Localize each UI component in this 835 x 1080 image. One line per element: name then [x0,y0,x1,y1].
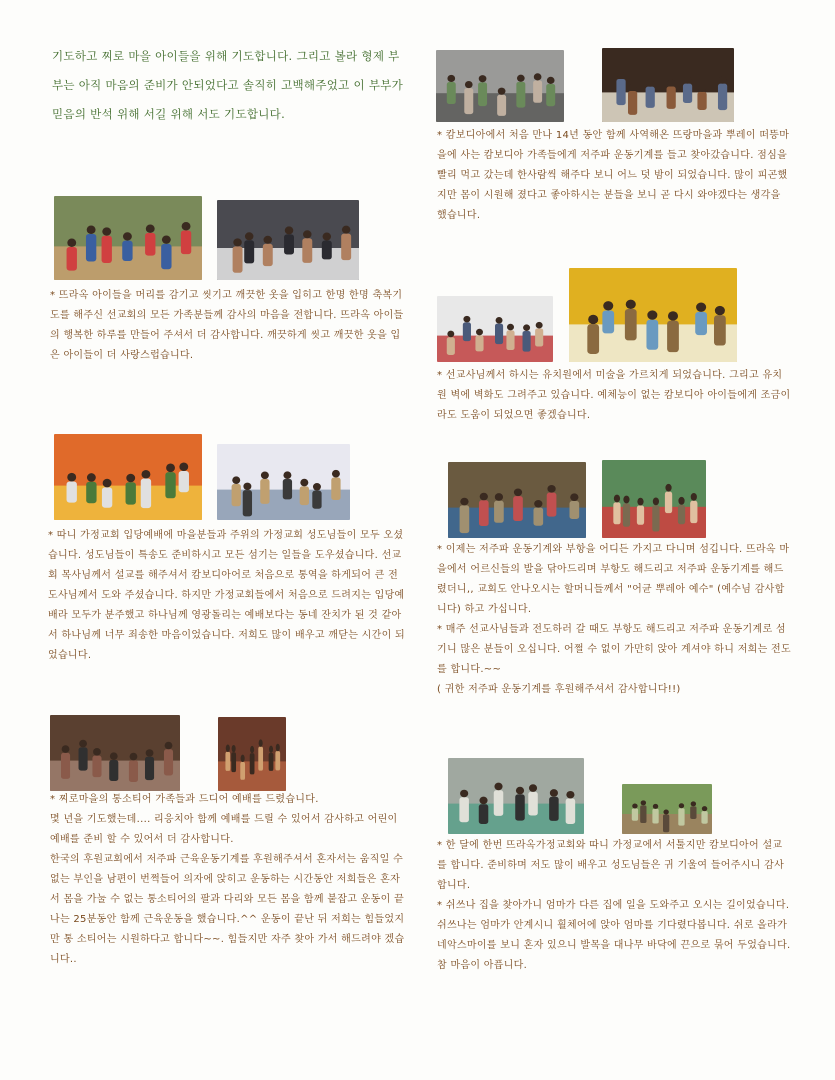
weekly-evangelism-paragraph: * 매주 선교사님들과 전도하러 갈 때도 부항도 해드리고 저주파 운동기계로 섬기니 많은 분들이 오십니다. 어쩔 수 없이 가만히 앉아 계셔야 하니 저희는 전도를 합니다.~~ [437,624,791,675]
photo-children-seated [217,200,359,280]
photo-floor-worship-image [218,717,286,791]
photo-church-sermon-image [448,758,584,834]
sermon-paragraph: * 한 달에 한번 뜨라옥가정교회와 따니 가정교에서 서툴지만 캄보디아어 설교를 합니다. 준비하며 저도 많이 배우고 성도님들은 귀 기울여 들어주시니 감사합니다. [437,840,785,891]
photo-children-washing-image [54,196,202,280]
photo-mural-wall [569,268,737,362]
caption-sermon-visit-block [437,836,792,976]
photo-church-preaching-image [217,444,350,520]
photo-outdoor-gathering [602,460,706,538]
photo-floor-worship [218,717,286,791]
caption-villages-visit: * 캄보디아에서 처음 만나 14년 동안 함께 사역해온 뜨랑마을과 뿌레이 떠뜽마을에 사는 캄보디아 가족들에게 저주파 운동기계를 들고 찾아갔습니다. 점심을 빨리 먹고 갔는데 한사람씩 해주다 보니 어느 덧 밤이 되었습니다. 많이 피곤했지만 몸이 시원해 졌다고 좋아하시는 분들을 보니 곧 다시 와야겠다는 생각을 했습니다. [437,130,790,221]
photo-house-worship [50,715,180,791]
caption-therapy-evangelism-block [437,540,792,700]
photo-tent-service-image [54,434,202,520]
photo-kindergarten-art [437,296,553,362]
photo-village-cupping [448,462,586,538]
photo-tent-service [54,434,202,520]
photo-church-preaching [217,444,350,520]
photo-children-seated-image [217,200,359,280]
photo-indoor-treatment [602,48,734,122]
photo-outdoor-gathering-image [602,460,706,538]
therapy-carry-paragraph: * 이제는 저주파 운동기계와 부항을 어디든 가지고 다니며 섬깁니다. 뜨라옥 마을에서 어르신들의 발을 닦아드리며 부항도 해드리고 저주파 운동기계를 해드렸더니,, 교회도 안나오시는 할머니들께서 "어균 뿌레아 예수" (예수님 감사합니다) 하고 가십니다. [437,544,790,615]
muscle-therapy-line: 한국의 후원교회에서 저주파 근육운동기계를 후원해주셔서 혼자서는 움직일 수 없는 부인을 남편이 번쩍들어 의자에 앉히고 운동하는 시간동안 저희들은 혼자서 몸을 가눌 수 없는 통소티어의 팔과 다리와 모든 몸을 함께 붙잡고 운동이 끝나는 25분동안 함께 근육운동을 했습니다.^^ 운동이 끝난 뒤 저희는 힘들었지만 통 소티어는 시원하다고 합니다~~. 힘들지만 자주 찾아 가서 해드려야 겠습니다.. [50,854,405,965]
caption-family-worship-block [50,790,405,970]
photo-house-worship-image [50,715,180,791]
family-worship-line: * 찌로마을의 통소티어 가족들과 드디어 예배를 드렸습니다. [50,794,319,805]
photo-kindergarten-art-image [437,296,553,362]
prayer-intro-text: 기도하고 찌로 마을 아이들을 위해 기도합니다. 그리고 볼라 형제 부부는 아직 마음의 준비가 안되었다고 솔직히 고백해주었고 이 부부가 믿음의 반석 위해 서길 위해 서도 기도합니다. [52,49,404,121]
photo-mural-wall-image [569,268,737,362]
caption-kindergarten-art: * 선교사님께서 하시는 유치원에서 미술을 가르치게 되었습니다. 그리고 유치원 벽에 벽화도 그려주고 있습니다. 예체능이 없는 캄보디아 아이들에게 조금이라도 도움이 되었으면 좋겠습니다. [437,370,791,421]
caption-children-blessing: * 뜨라옥 아이들을 머리를 감기고 씻기고 깨끗한 옷을 입히고 한명 한명 축복기도를 해주신 선교회의 모든 가족분들께 감사의 마음을 전합니다. 뜨라옥 아이들의 행복한 하루를 만들어 주셔서 더 감사합니다. 깨끗하게 씻고 깨끗한 옷을 입은 아이들이 더 사랑스럽습니다. [50,290,404,361]
photo-church-sermon [448,758,584,834]
photo-family-visit-image [622,784,712,834]
photo-shelter-visit [436,50,564,122]
prayer-thanks-line: 몇 년을 기도했는데.... 리응치아 함께 예배를 드릴 수 있어서 감사하고 어린이 예배를 준비 할 수 있어서 더 감사합니다. [50,814,398,845]
photo-shelter-visit-image [436,50,564,122]
donation-thanks-line: ( 귀한 저주파 운동기계를 후원해주셔서 감사합니다!!) [437,684,681,695]
caption-house-church-dedication: * 따니 가정교회 입당예배에 마을분들과 주위의 가정교회 성도님들이 모두 오셨습니다. 성도님들이 특송도 준비하시고 모든 섬기는 일들을 도우셨습니다. 선교회 목사님께서 설교를 해주셔서 캄보디아어로 처음으로 통역을 하게되어 큰 전도사님께서 도와 주셨습니다. 하지만 가정교회들에서 처음으로 드려지는 입당예배라 모두가 분주했고 하나님께 영광돌리는 예배보다는 동네 잔치가 된 것 같아서 하나님께 너무 죄송한 마음이었습니다. 저희도 많이 배우고 깨닫는 시간이 되었습니다. [48,530,405,661]
photo-indoor-treatment-image [602,48,734,122]
photo-children-washing [54,196,202,280]
photo-village-cupping-image [448,462,586,538]
wheelchair-visit-paragraph: * 쉬쓰나 집을 찾아가니 엄마가 다른 집에 일을 도와주고 오시는 길이었습니다. 쉬쓰나는 엄마가 안계시니 휠체어에 앉아 엄마를 기다렸다봅니다. 쉬로 올라가 네악스마이를 보니 혼자 있으니 발목을 대나무 바닥에 끈으로 묶어 두었습니다. 참 마음이 아픕니다. [437,900,791,971]
photo-family-visit [622,784,712,834]
